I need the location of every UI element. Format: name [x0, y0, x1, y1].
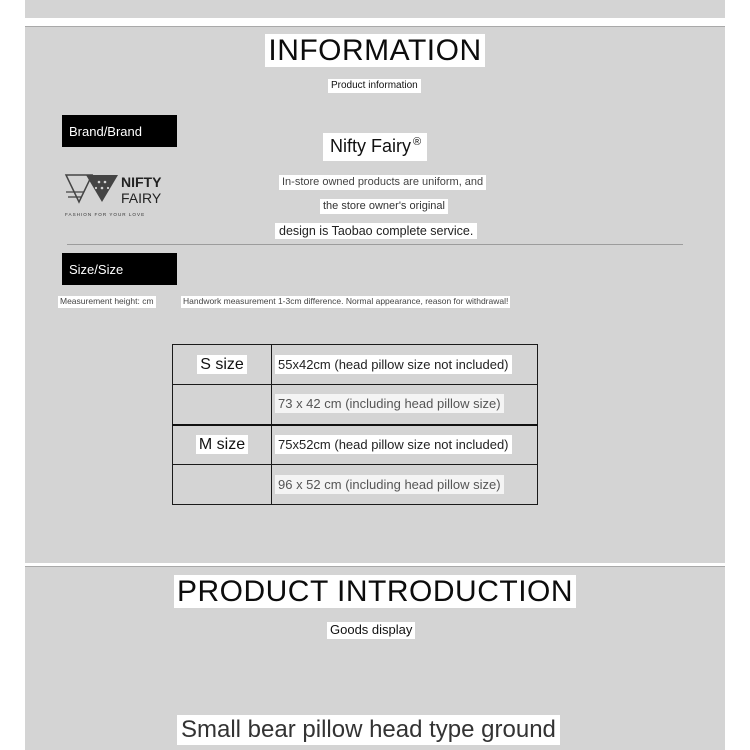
logo-line2: FAIRY	[121, 190, 162, 206]
size-cell-empty	[173, 465, 272, 505]
section-divider	[67, 244, 683, 245]
size-label-s: S size	[197, 355, 247, 374]
measurement-note: Measurement height: cm	[60, 296, 154, 306]
size-label-m: M size	[196, 435, 248, 454]
size-value-cell	[272, 345, 538, 385]
m-size-without-head: 75x52cm (head pillow size not included)	[275, 435, 512, 454]
brand-name: Nifty Fairy ®	[323, 133, 427, 161]
size-row	[173, 425, 538, 465]
product-information-subtitle: Product information	[328, 79, 421, 93]
size-row	[173, 385, 538, 425]
information-section	[25, 26, 725, 563]
description-line-2: the store owner's original	[320, 199, 448, 214]
information-title: INFORMATION	[25, 34, 725, 68]
product-introduction-title: PRODUCT INTRODUCTION	[25, 575, 725, 609]
size-value-cell	[272, 385, 538, 425]
size-table	[172, 344, 538, 505]
nifty-fairy-logo	[64, 172, 182, 218]
size-cell	[173, 425, 272, 465]
m-size-with-head: 96 x 52 cm (including head pillow size)	[275, 475, 504, 494]
brand-label: Brand/Brand	[62, 115, 177, 147]
description-line-3: design is Taobao complete service.	[275, 223, 477, 239]
logo-tagline: FASHION FOR YOUR LOVE	[65, 212, 146, 217]
triangle-logo-icon	[66, 175, 118, 202]
logo-line1: NIFTY	[121, 174, 162, 190]
product-caption: Small bear pillow head type ground	[177, 715, 560, 745]
product-introduction-section	[25, 566, 725, 750]
size-cell-empty	[173, 385, 272, 425]
handwork-note: Handwork measurement 1-3cm difference. Normal appearance, reason for withdrawal!	[183, 296, 509, 306]
top-panel	[25, 0, 725, 18]
s-size-without-head: 55x42cm (head pillow size not included)	[275, 355, 512, 374]
registered-mark: ®	[413, 136, 422, 148]
size-value-cell	[272, 425, 538, 465]
size-row	[173, 345, 538, 385]
size-label: Size/Size	[62, 253, 177, 285]
description-line-1: In-store owned products are uniform, and	[279, 175, 486, 190]
size-cell	[173, 345, 272, 385]
s-size-with-head: 73 x 42 cm (including head pillow size)	[275, 394, 504, 413]
size-value-cell	[272, 465, 538, 505]
goods-display-subtitle: Goods display	[327, 622, 415, 639]
size-row	[173, 465, 538, 505]
